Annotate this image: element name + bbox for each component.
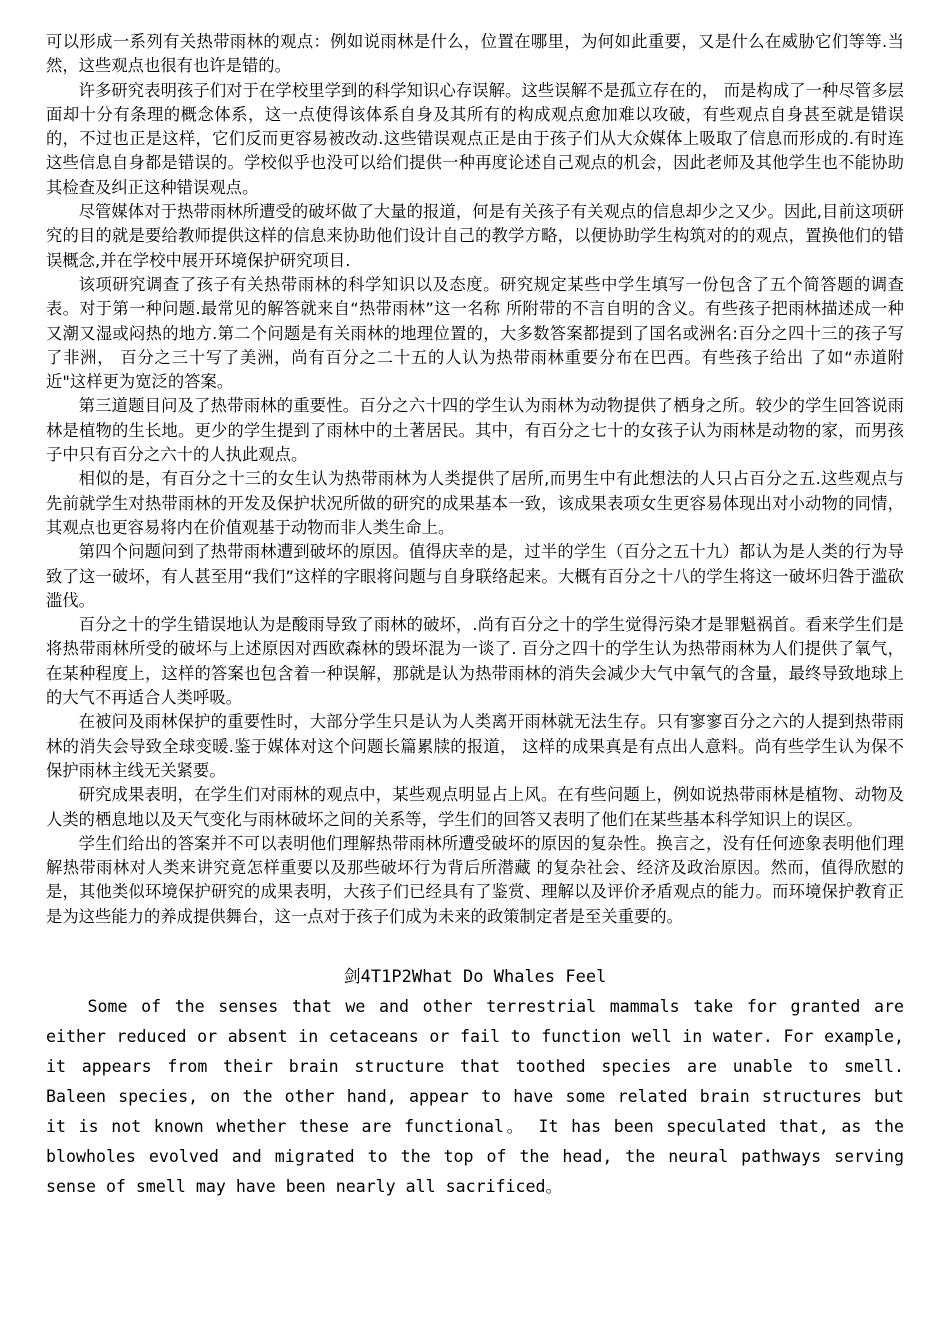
paragraph-zh-6: 相似的是，有百分之十三的女生认为热带雨林为人类提供了居所,而男生中有此想法的人只占百分之五.这些观点与先前就学生对热带雨林的开发及保护状况所做的研究的成果基本一致，该成果表项女生更容易体现出对小动物的同情，其观点也更容易将内在价值观基于动物而非人类生命上。	[46, 469, 904, 537]
section-title: 剑4T1P2What Do Whales Feel	[343, 966, 607, 987]
document-page	[46, 30, 904, 1202]
paragraph-zh-4: 该项研究调查了孩子有关热带雨林的科学知识以及态度。研究规定某些中学生填写一份包含了五个简答题的调查表。对于第一种问题.最常见的解答就来自“热带雨林”这一名称 所附带的不言自明的含义。有些孩子把雨林描述成一种又潮又湿或闷热的地方.第二个问题是有关雨林的地理位置的，大多数答案都提到了国名或洲名:百分之四十三的孩子写了非洲， 百分之三十写了美洲，尚有百分之二十五的人认为热带雨林重要分布在巴西。有些孩子给出 了如“赤道附近"这样更为宽泛的答案。	[46, 274, 904, 392]
paragraph-zh-11: 学生们给出的答案并不可以表明他们理解热带雨林所遭受破坏的原因的复杂性。换言之，没有任何迹象表明他们理解热带雨林对人类来讲究竟怎样重要以及那些破坏行为背后所潜藏 的复杂社会、经济及政治原因。然而，值得欣慰的是，其他类似环境保护研究的成果表明，大孩子们已经具有了鉴赏、理解以及评价矛盾观点的能力。而环境保护教育正是为这些能力的养成提供舞台，这一点对于孩子们成为未来的政策制定者是至关重要的。	[46, 833, 904, 926]
paragraph-zh-8: 百分之十的学生错误地认为是酸雨导致了雨林的破坏，.尚有百分之十的学生觉得污染才是罪魁祸首。看来学生们是将热带雨林所受的破坏与上述原因对西欧森林的毁坏混为一谈了. 百分之四十的学生认为热带雨林为人们提供了氧气，在某种程度上，这样的答案也包含着一种误解，那就是认为热带雨林的消失会减少大气中氧气的含量，最终导致地球上的大气不再适合人类呼吸。	[46, 615, 904, 708]
paragraph-zh-1: 可以形成一系列有关热带雨林的观点：例如说雨林是什么，位置在哪里，为何如此重要，又是什么在威胁它们等等.当然，这些观点也很有也许是错的。	[46, 32, 904, 76]
paragraph-en-1: Some of the senses that we and other terrestrial mammals take for granted are either reduced or absent in cetaceans or fail to function well in water. For example, it appears from their brain structure that toothed species are unable to smell. Baleen species, on the other hand, appear to have some related brain structures but it is not known whether these are functional。 It has been speculated that, as the blowholes evolved and migrated to the top of the head, the neural pathways serving sense of smell may have been nearly all sacrificed。	[46, 996, 904, 1196]
paragraph-zh-3: 尽管媒体对于热带雨林所遭受的破坏做了大量的报道，何是有关孩子有关观点的信息却少之又少。因此,目前这项研究的目的就是要给教师提供这样的信息来协助他们设计自己的教学方略，以便协助学生构筑对的的观点，置换他们的错误概念,并在学校中展开环境保护研究项目.	[46, 202, 904, 270]
paragraph-zh-5: 第三道题目问及了热带雨林的重要性。百分之六十四的学生认为雨林为动物提供了栖身之所。较少的学生回答说雨林是植物的生长地。更少的学生提到了雨林中的土著居民。其中，有百分之七十的女孩子认为雨林是动物的家，而男孩子中只有百分之六十的人执此观点。	[46, 396, 904, 465]
paragraph-zh-9: 在被问及雨林保护的重要性时，大部分学生只是认为人类离开雨林就无法生存。只有寥寥百分之六的人提到热带雨林的消失会导致全球变暖.鉴于媒体对这个问题长篇累牍的报道， 这样的成果真是有点出人意料。尚有些学生认为保不保护雨林主线无关紧要。	[46, 712, 904, 780]
chinese-text-section	[46, 30, 904, 929]
paragraph-zh-2: 许多研究表明孩子们对于在学校里学到的科学知识心存误解。这些误解不是孤立存在的， 而是构成了一种尽管多层面却十分有条理的概念体系，这一点使得该体系自身及其所有的构成观点愈加难以攻破，有些观点自身甚至就是错误的，不过也正是这样，它们反而更容易被改动.这些错误观点正是由于孩子们从大众媒体上吸取了信息而形成的.有时连这些信息自身都是错误的。学校似乎也没可以给们提供一种再度论述自己观点的机会，因此老师及其他学生也不能协助其检查及纠正这种错误观点。	[46, 80, 904, 197]
paragraph-zh-7: 第四个问题问到了热带雨林遭到破坏的原因。值得庆幸的是，过半的学生（百分之五十九）都认为是人类的行为导致了这一破坏，有人甚至用“我们”这样的字眼将问题与自身联络起来。大概有百分之十八的学生将这一破坏归咎于滥砍滥伐。	[46, 542, 904, 610]
english-text-section	[46, 992, 904, 1202]
paragraph-zh-10: 研究成果表明，在学生们对雨林的观点中，某些观点明显占上风。在有些问题上，例如说热带雨林是植物、动物及人类的栖息地以及天气变化与雨林破坏之间的关系等，学生们的回答又表明了他们在某些基本科学知识上的误区。	[46, 785, 904, 829]
